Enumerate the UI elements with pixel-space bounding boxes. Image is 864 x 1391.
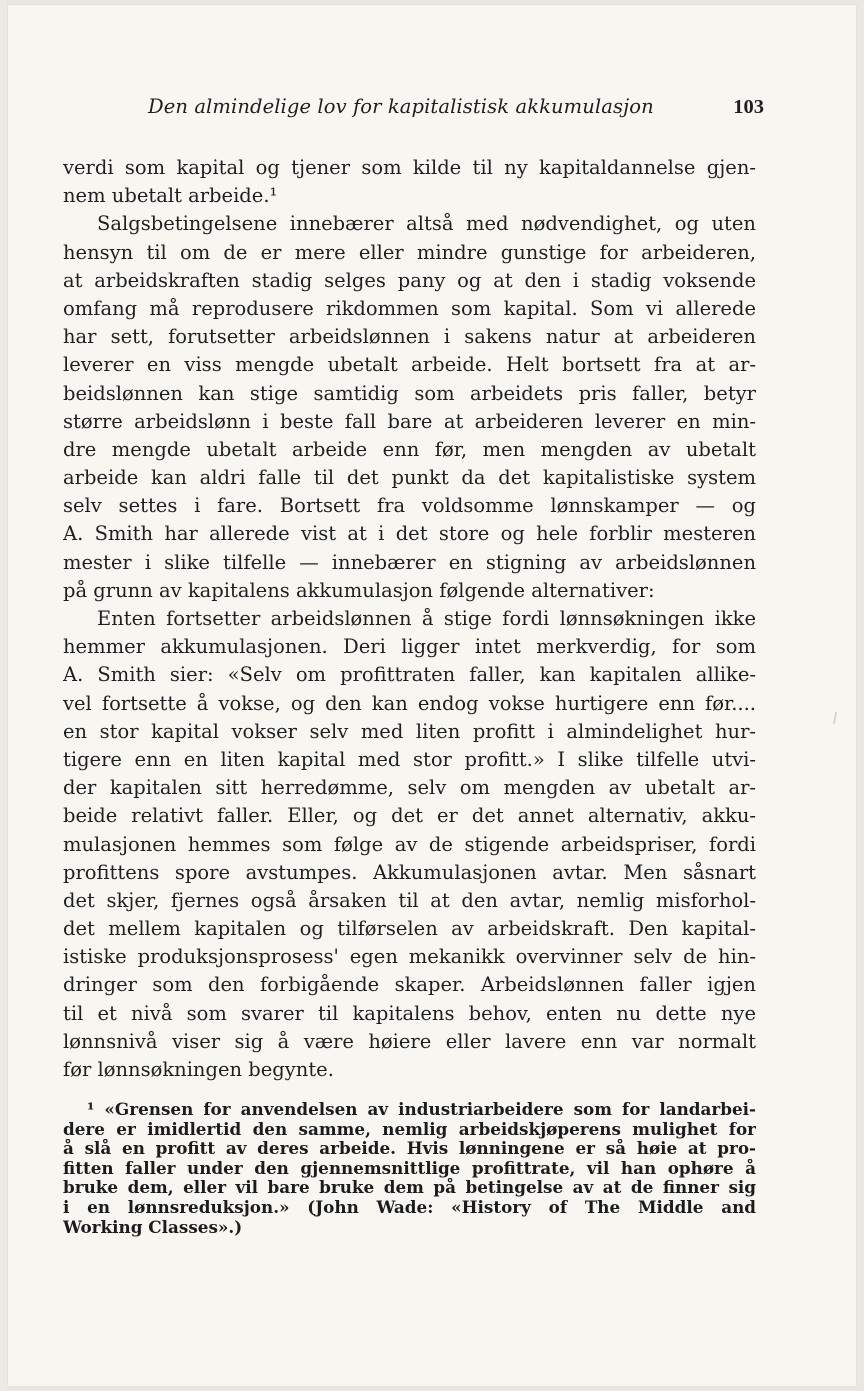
body-text bbox=[63, 154, 756, 1084]
body-line: mester i slike tilfelle — innebærer en stigning av arbeidslønnen bbox=[63, 550, 756, 574]
scan-edge bbox=[0, 0, 7, 1391]
body-line: lønnsnivå viser sig å være høiere eller lavere enn var normalt bbox=[63, 1029, 756, 1053]
running-head bbox=[142, 92, 764, 128]
body-line: en stor kapital vokser selv med liten profitt i almindelighet hur- bbox=[63, 719, 756, 743]
body-line: større arbeidslønn i beste fall bare at arbeideren leverer en min- bbox=[63, 409, 756, 433]
body-line: omfang må reprodusere rikdommen som kapital. Som vi allerede bbox=[63, 296, 756, 320]
body-line: tigere enn en liten kapital med stor profitt.» I slike tilfelle utvi- bbox=[63, 747, 756, 771]
footnote-line: å slå en profitt av deres arbeide. Hvis lønningene er så høie at pro- bbox=[63, 1139, 756, 1159]
body-line: at arbeidskraften stadig selges pany og at den i stadig voksende bbox=[63, 268, 756, 292]
footnote-line: dere er imidlertid den samme, nemlig arbeidskjøperens mulighet for bbox=[63, 1119, 756, 1139]
body-line: A. Smith sier: «Selv om profittraten faller, kan kapitalen allike- bbox=[63, 663, 756, 687]
footnote-line: ¹ «Grensen for anvendelsen av industriarbeidere som for landarbei- bbox=[87, 1100, 756, 1119]
body-line: beidslønnen kan stige samtidig som arbeidets pris faller, betyr bbox=[63, 381, 756, 405]
footnote-line: i en lønnsreduksjon.» (John Wade: «History of The Middle and bbox=[63, 1197, 756, 1217]
body-line: istiske produksjonsprosess' egen mekanikk overvinner selv de hin- bbox=[63, 945, 756, 969]
body-line: beide relativt faller. Eller, og det er det annet alternativ, akku- bbox=[63, 804, 756, 828]
body-line: det mellem kapitalen og tilførselen av arbeidskraft. Den kapital- bbox=[63, 917, 756, 941]
body-line: mulasjonen hemmes som følge av de stigende arbeidspriser, fordi bbox=[63, 832, 756, 856]
body-line: til et nivå som svarer til kapitalens behov, enten nu dette nye bbox=[63, 1001, 756, 1025]
body-line: arbeide kan aldri falle til det punkt da det kapitalistiske system bbox=[63, 466, 756, 490]
body-line: det skjer, fjernes også årsaken til at den avtar, nemlig misforhol- bbox=[63, 888, 756, 912]
body-line: verdi som kapital og tjener som kilde til ny kapitaldannelse gjen- bbox=[63, 156, 756, 179]
body-line: hensyn til om de er mere eller mindre gunstige for arbeideren, bbox=[63, 240, 756, 264]
body-line: der kapitalen sitt herredømme, selv om mengden av ubetalt ar- bbox=[63, 776, 756, 800]
body-line: selv settes i fare. Bortsett fra voldsomme lønnskamper — og bbox=[63, 494, 756, 518]
body-line: har sett, forutsetter arbeidslønnen i sakens natur at arbeideren bbox=[63, 325, 756, 349]
footnotes bbox=[63, 1100, 756, 1237]
body-line: nem ubetalt arbeide.¹ bbox=[63, 184, 278, 208]
running-title: Den almindelige lov for kapitalistisk akkumulasjon bbox=[148, 95, 654, 118]
body-line: leverer en viss mengde ubetalt arbeide. Helt bortsett fra at ar- bbox=[63, 353, 756, 377]
body-line: Enten fortsetter arbeidslønnen å stige fordi lønnsøkningen ikke bbox=[97, 607, 756, 630]
body-line: dringer som den forbigående skaper. Arbeidslønnen faller igjen bbox=[63, 973, 756, 997]
body-line: på grunn av kapitalens akkumulasjon følgende alternativer: bbox=[63, 578, 655, 602]
body-line: Salgsbetingelsene innebærer altså med nødvendighet, og uten bbox=[97, 212, 756, 236]
footnote-line: bruke dem, eller vil bare bruke dem på betingelse av at de finner sig bbox=[63, 1178, 756, 1198]
page-number: 103 bbox=[733, 96, 764, 118]
body-line: vel fortsette å vokse, og den kan endog vokse hurtigere enn før.... bbox=[63, 691, 756, 715]
footnote-line: fitten faller under den gjennemsnittlige profittrate, vil han ophøre å bbox=[63, 1158, 756, 1178]
body-line: hemmer akkumulasjonen. Deri ligger intet merkverdig, for som bbox=[63, 635, 756, 659]
footnote-line: Working Classes».) bbox=[63, 1217, 243, 1237]
body-line: A. Smith har allerede vist at i det store og hele forblir mesteren bbox=[63, 522, 756, 546]
body-line: profittens spore avstumpes. Akkumulasjonen avtar. Men såsnart bbox=[63, 860, 756, 884]
body-line: før lønnsøkningen begynte. bbox=[63, 1058, 334, 1081]
body-line: dre mengde ubetalt arbeide enn før, men mengden av ubetalt bbox=[63, 437, 756, 461]
